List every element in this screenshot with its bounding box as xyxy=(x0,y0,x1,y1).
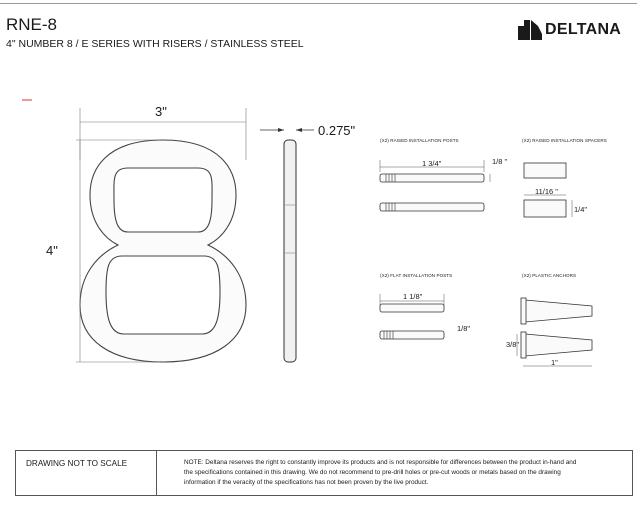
height-label: 4" xyxy=(46,243,58,258)
anchors-label: (X2) PLASTIC ANCHORS xyxy=(522,273,577,278)
raised-spacers-label: (X2) RAISED INSTALLATION SPACERS xyxy=(522,138,607,143)
raised-spacers-length: 11/16 " xyxy=(535,187,558,196)
note-line-3: information if the veracity of the specifications has not been proven by the live product. xyxy=(184,478,429,486)
note-line-2: the specifications contained in this drawing. We do not recommend to pre-drill holes or pre-cut woods or metals based on the drawing xyxy=(184,468,561,476)
note-line-1: NOTE: Deltana reserves the right to constantly improve its products and is not responsible for differences between the product in-hand and xyxy=(184,459,577,466)
width-label: 3" xyxy=(155,104,167,119)
flat-posts-diameter: 1/8" xyxy=(457,324,471,333)
brand-name: DELTANA xyxy=(545,21,622,38)
anchors-diameter: 3/8" xyxy=(506,340,520,349)
flat-posts-length: 1 1/8" xyxy=(403,292,423,301)
anchors-length: 1" xyxy=(551,358,558,367)
raised-posts-length: 1 3/4" xyxy=(422,159,442,168)
side-profile xyxy=(260,128,314,362)
raised-posts-diameter: 1/8 " xyxy=(492,157,508,166)
raised-posts-label: (X2) RAISED INSTALLATION POSTS xyxy=(380,138,459,143)
scale-note: DRAWING NOT TO SCALE xyxy=(26,459,128,468)
flat-posts-label: (X2) FLAT INSTALLATION POSTS xyxy=(380,273,453,278)
scale-note-cell xyxy=(16,451,157,495)
plastic-anchors-drawing xyxy=(517,298,592,366)
footer-box xyxy=(15,450,633,496)
page-title: RNE-8 xyxy=(6,15,58,34)
depth-label: 0.275" xyxy=(318,123,356,138)
raised-spacers-diameter: 1/4" xyxy=(574,205,588,214)
disclaimer-note xyxy=(184,458,624,488)
page-subtitle: 4" NUMBER 8 / E SERIES WITH RISERS / STAINLESS STEEL xyxy=(6,38,304,50)
number-eight-figure xyxy=(80,140,246,362)
